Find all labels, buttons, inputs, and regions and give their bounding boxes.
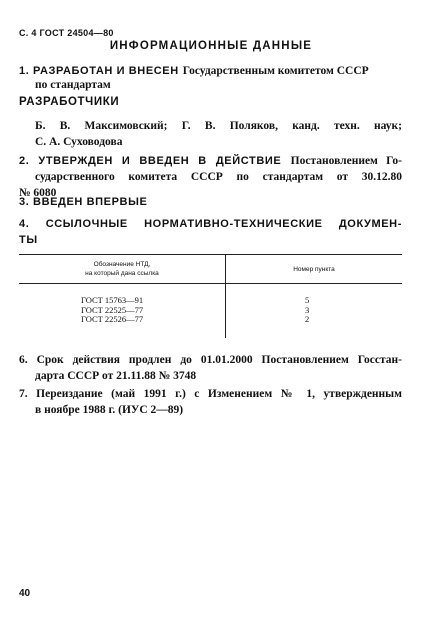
table-row	[19, 295, 402, 305]
section-2-lead: 2. УТВЕРЖДЕН И ВВЕДЕН В ДЕЙСТВИЕ	[19, 155, 282, 167]
section-6-line-1: 6. Срок действия продлен до 01.01.2000 Постановлением Госстан-	[19, 354, 402, 366]
table-header-doc-line-1: Обозначение НТД,	[93, 261, 151, 268]
section-1-lead: 1. РАЗРАБОТАН И ВНЕСЕН	[19, 65, 179, 77]
developers-list	[19, 118, 402, 150]
section-3-lead: 3. ВВЕДЕН ВПЕРВЫЕ	[19, 196, 148, 208]
table-cell-item: 5	[305, 295, 310, 305]
developers-line-1: Б. В. Максимовский; Г. В. Поляков, канд. техн. наук;	[35, 120, 402, 132]
table-body	[19, 295, 402, 324]
table-header-rule	[19, 283, 402, 284]
table-header-doc-line-2: на который дана ссылка	[85, 270, 159, 277]
section-3	[19, 196, 402, 208]
section-7-line-2: в ноябре 1988 г. (ИУС 2—89)	[35, 404, 184, 416]
table-row	[19, 305, 402, 315]
section-6-line-2: дарта СССР от 21.11.88 № 3748	[35, 370, 197, 382]
page-number: 40	[19, 588, 31, 599]
table-cell-doc: ГОСТ 22525—77	[81, 304, 144, 315]
section-2-text-3: № 6080	[19, 187, 57, 199]
table-row	[19, 314, 402, 324]
table-cell-doc: ГОСТ 22526—77	[81, 314, 144, 324]
reference-table	[19, 254, 402, 340]
table-divider-header	[225, 255, 226, 283]
section-2-text-1: Постановлением Го-	[290, 155, 402, 167]
developers-heading: РАЗРАБОТЧИКИ	[19, 96, 120, 108]
developers-line-2: С. А. Суховодова	[35, 136, 123, 148]
section-2-text-2: сударственного комитета СССР по стандартам от 30.12.80	[35, 171, 402, 183]
section-7	[19, 386, 402, 418]
section-4-line-1: 4. ССЫЛОЧНЫЕ НОРМАТИВНО-ТЕХНИЧЕСКИЕ ДОКУМЕН-	[19, 218, 402, 230]
table-cell-item: 3	[305, 304, 310, 315]
table-cell-item: 2	[305, 314, 310, 324]
section-7-line-1: 7. Переиздание (май 1991 г.) с Изменением № 1, утвержденным	[19, 388, 402, 400]
running-header: С. 4 ГОСТ 24504—80	[19, 28, 114, 38]
section-1-text: Государственным комитетом СССР	[182, 65, 369, 77]
section-4-line-2: ТЫ	[19, 234, 38, 246]
developers-section	[19, 96, 402, 108]
section-2	[19, 152, 402, 201]
page-title: ИНФОРМАЦИОННЫЕ ДАННЫЕ	[109, 40, 313, 52]
section-6	[19, 352, 402, 384]
section-4	[19, 216, 402, 248]
table-cell-doc: ГОСТ 15763—91	[81, 295, 144, 305]
section-1-text-cont: по стандартам	[35, 79, 111, 91]
section-1	[19, 62, 402, 92]
table-header-item: Номер пункта	[293, 266, 335, 273]
table-header-doc	[19, 260, 225, 278]
